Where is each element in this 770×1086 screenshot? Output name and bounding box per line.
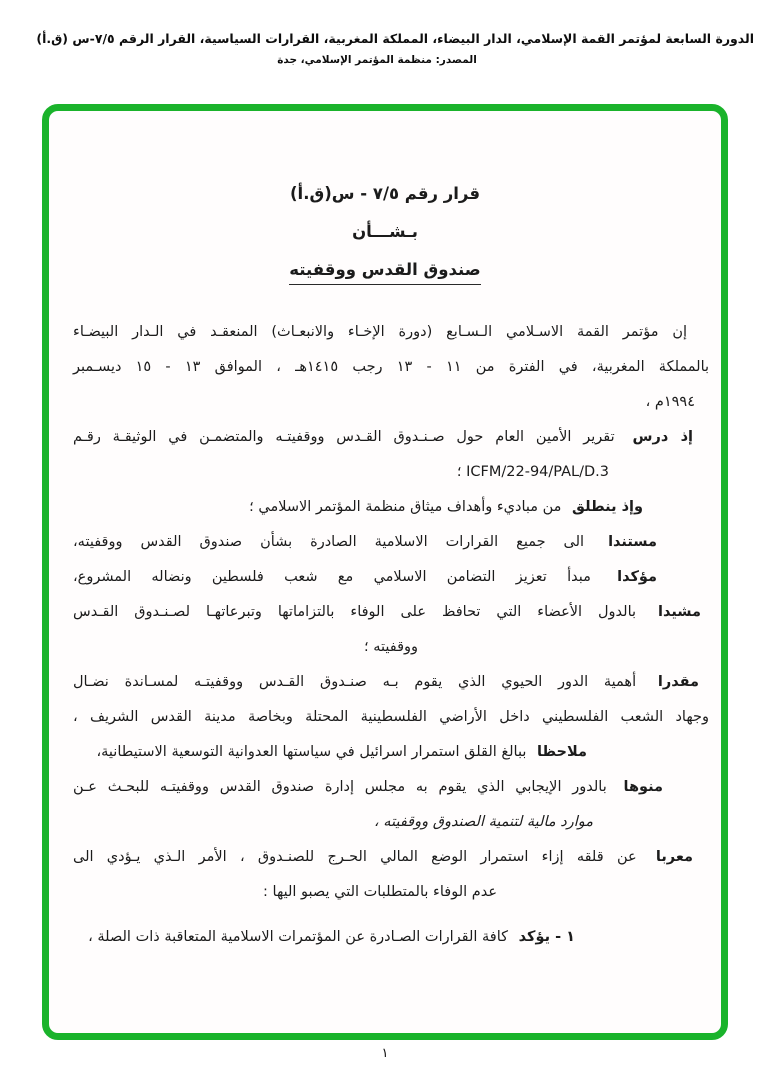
paragraph-line xyxy=(73,490,709,525)
title-concerning: بـشـــأن xyxy=(352,222,418,241)
paragraph-line xyxy=(73,920,709,955)
paragraph-line xyxy=(73,700,709,735)
header-citation-line: الدورة السابعة لمؤتمر القمة الإسلامي، الدار البيضاء، المملكة المغربية، القرارات السياسية، القرار الرقم ٧/٥-س (ق.أ) xyxy=(36,31,754,46)
paragraph-text: ICFM/22-94/PAL/D.3 ؛ xyxy=(456,464,609,480)
paragraph-line xyxy=(73,560,709,595)
paragraph-line xyxy=(73,770,709,805)
paragraph-lead-word: وإذ ينطلق xyxy=(572,499,643,515)
paragraph-text: ووقفيته ؛ xyxy=(363,639,418,655)
paragraph-text: ببالغ القلق استمرار اسرائيل في سياستها العدوانية التوسعية الاستيطانية، xyxy=(96,744,527,760)
document-frame xyxy=(42,104,728,1040)
paragraph-text: موارد مالية لتنمية الصندوق ووقفيته ، xyxy=(374,814,593,830)
paragraph-line xyxy=(73,455,709,490)
paragraph-text: إن مؤتمر القمة الاسـلامي الـسـابع (دورة الإخـاء والانبعـاث) المنعقـد في الـدار البيضـاء xyxy=(73,324,687,340)
paragraph-text: مبدأ تعزيز التضامن الاسلامي مع شعب فلسطين ونضاله المشروع، xyxy=(73,569,591,585)
title-subject: صندوق القدس ووقفيته xyxy=(49,251,721,289)
paragraph-lead-word: معربا xyxy=(655,849,693,865)
paragraph-line xyxy=(73,420,709,455)
paragraph-lead-word: مؤكدا xyxy=(617,569,658,585)
paragraph-text: وجهاد الشعب الفلسطيني داخل الأراضي الفلسطينية المحتلة وبخاصة مدينة القدس الشريف ، xyxy=(73,709,709,725)
page-header xyxy=(0,30,754,66)
paragraph-line xyxy=(73,665,709,700)
paragraph-line xyxy=(73,315,709,350)
paragraph-text: تقرير الأمين العام حول صـنـدوق القـدس ووقفيتـه والمتضمـن في الوثيقـة رقـم xyxy=(73,429,615,445)
paragraph-line xyxy=(73,840,709,875)
paragraph-text: بالدور الإيجابي الذي يقوم به مجلس إدارة صندوق القدس ووقفيتـه للبحـث عـن xyxy=(73,779,607,795)
paragraph-text: ١٩٩٤م ، xyxy=(645,394,695,410)
paragraph-text: من مباديء وأهداف ميثاق منظمة المؤتمر الاسلامي ؛ xyxy=(249,499,562,515)
paragraph-text: عن قلقه إزاء استمرار الوضع المالي الحـرج للصنـدوق ، الأمر الـذي يـؤدي الى xyxy=(73,849,637,865)
document-title-block xyxy=(49,175,721,289)
paragraph-line xyxy=(73,630,709,665)
document-body xyxy=(49,315,721,955)
paragraph-line xyxy=(73,350,709,385)
paragraph-line xyxy=(73,805,709,840)
paragraph-line xyxy=(73,875,709,910)
resolution-number-title: قرار رقم ٧/٥ - س(ق.أ) xyxy=(290,184,480,203)
paragraph-lead-word: مشيدا xyxy=(658,604,702,620)
paragraph-text: بالمملكة المغربية، في الفترة من ١١ - ١٣ رجب ١٤١٥هـ ، الموافق ١٣ - ١٥ ديسـمبر xyxy=(73,359,710,375)
paragraph-lead-word: مقدرا xyxy=(657,674,700,690)
paragraph-lead-word: مستندا xyxy=(608,534,657,550)
paragraph-lead-word: إذ درس xyxy=(632,429,693,445)
paragraph-text: بالدول الأعضاء التي تحافظ على الوفاء بالتزاماتها وتبرعاتهـا لصـنـدوق القـدس xyxy=(73,604,637,620)
paragraph-text: الى جميع القرارات الاسلامية الصادرة بشأن صندوق القدس ووقفيته، xyxy=(73,534,585,550)
paragraph-line xyxy=(73,735,709,770)
page-number: ١ xyxy=(381,1046,389,1061)
paragraph-line xyxy=(73,595,709,630)
paragraph-text: كافة القرارات الصـادرة عن المؤتمرات الاسلامية المتعاقبة ذات الصلة ، xyxy=(88,929,509,945)
paragraph-lead-word: ملاحظا xyxy=(536,744,587,760)
paragraph-lead-word: ١ - يؤكد xyxy=(518,929,575,945)
paragraph-lead-word: منوها xyxy=(623,779,663,795)
paragraph-text: أهمية الدور الحيوي الذي يقوم بـه صنـدوق القـدس ووقفيتـه لمسـاندة نضـال xyxy=(73,674,637,690)
header-source-line: المصدر: منظمة المؤتمر الإسلامي، جدة xyxy=(277,54,477,66)
paragraph-line xyxy=(73,525,709,560)
paragraph-line xyxy=(73,385,709,420)
paragraph-text: عدم الوفاء بالمتطلبات التي يصبو اليها : xyxy=(263,884,497,900)
